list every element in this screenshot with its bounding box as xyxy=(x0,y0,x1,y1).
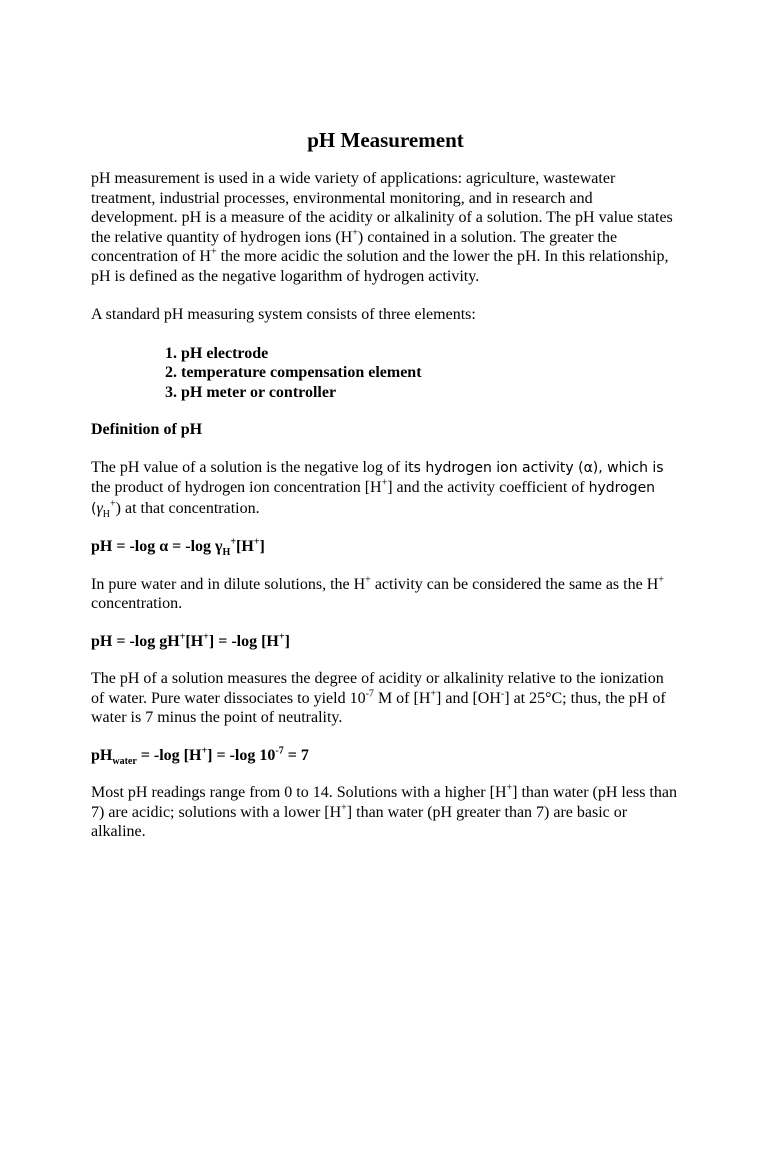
elements-list xyxy=(91,344,680,403)
page-title: pH Measurement xyxy=(307,128,464,152)
definition-heading: Definition of pH xyxy=(91,421,203,438)
ionization-paragraph: The pH of a solution measures the degree of acidity or alkalinity relative to the ionization of water. Pure water dissociates to yield $10^{-7}$ M of [H+] and [OH-] at 25°C; thus, the pH of water is 7 minus the point of neutrality. xyxy=(91,670,666,726)
equation-ph-activity: pH = -log α = -log $\gamma_H^+[H^+]$ xyxy=(91,536,265,559)
list-item: 1. pH electrode xyxy=(181,344,680,364)
equation-ph-water: $pH_{water} = -\log$ [H+] = -log $10^{-7} = 7$ xyxy=(91,745,309,767)
system-paragraph: A standard pH measuring system consists of three elements: xyxy=(91,306,476,323)
range-paragraph: Most pH readings range from 0 to 14. Solutions with a higher [H+] than water (pH less than 7) are acidic; solutions with a lower [H+] than water (pH greater than 7) are basic or alkaline. xyxy=(91,782,677,840)
equation-ph-concentration: pH = -log gH+[H+] = -log [H+] xyxy=(91,631,290,650)
list-item: 3. pH meter or controller xyxy=(181,383,680,403)
document-page xyxy=(0,127,768,1151)
definition-paragraph: The pH value of a solution is the negative log of its hydrogen ion activity (α), which is the product of hydrogen ion concentration [H+] and the activity coefficient of hydrogen $(\gamma_H^+)$ at that concentration. xyxy=(91,458,664,520)
intro-paragraph: pH measurement is used in a wide variety of applications: agriculture, wastewater treatment, industrial processes, environmental monitoring, and in research and development. pH is a measure of the acidity or alkalinity of a solution. The pH value states the relative quantity of hydrogen ions (H+) contained in a solution. The greater the concentration of H+ the more acidic the solution and the lower the pH. In this relationship, pH is defined as the negative logarithm of hydrogen activity. xyxy=(91,170,673,285)
pure-water-paragraph: In pure water and in dilute solutions, the H+ activity can be considered the same as the H+ concentration. xyxy=(91,574,664,612)
list-item: 2. temperature compensation element xyxy=(181,363,680,383)
